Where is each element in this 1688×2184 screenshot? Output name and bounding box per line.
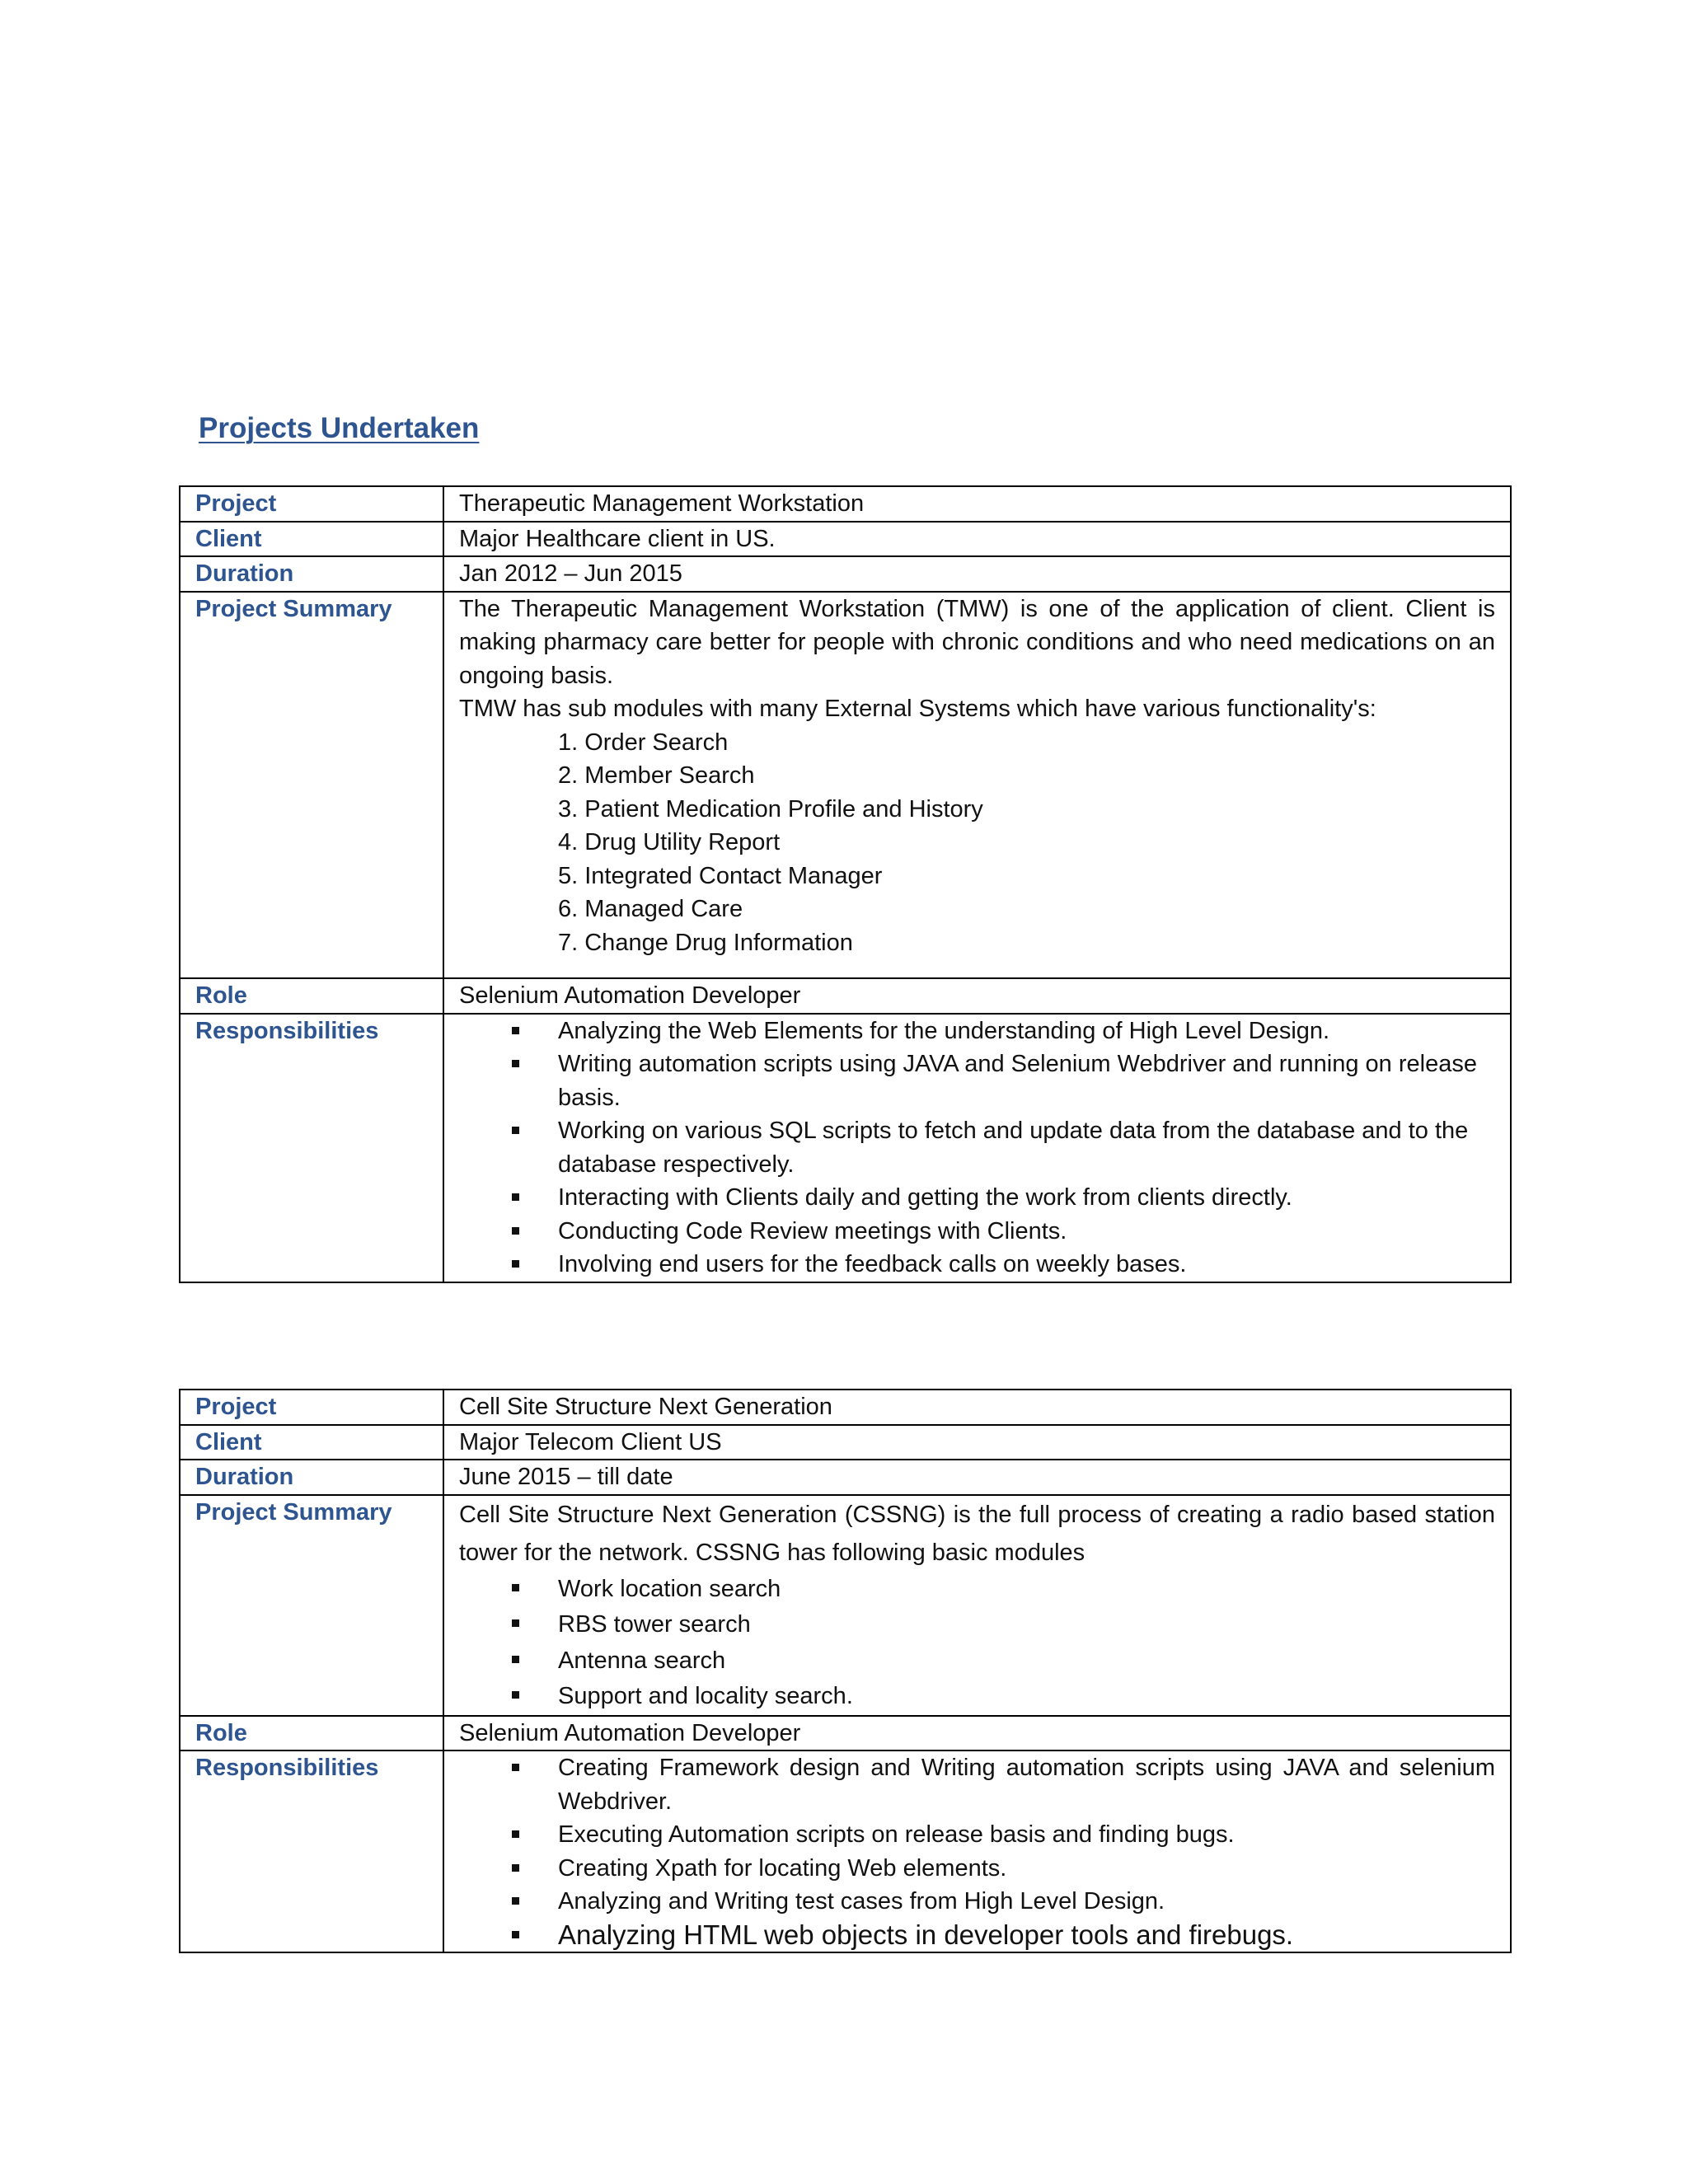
- module-list: [459, 1572, 1495, 1715]
- duration-value: June 2015 – till date: [443, 1460, 1511, 1495]
- summary-paragraph: The Therapeutic Management Workstation (TMW) is one of the application of client. Client is making pharmacy care better for people with chronic conditions and who need medications on an ongoing basis.: [459, 595, 1495, 689]
- module-item: 5. Integrated Contact Manager: [558, 862, 883, 889]
- module-item: RBS tower search: [558, 1607, 1495, 1643]
- project-label: Project: [180, 486, 443, 522]
- project-name: Therapeutic Management Workstation: [443, 486, 1511, 522]
- summary-row: [180, 592, 1511, 979]
- responsibility-item: Executing Automation scripts on release basis and finding bugs.: [558, 1818, 1495, 1852]
- responsibility-item: Analyzing and Writing test cases from High Level Design.: [558, 1885, 1495, 1919]
- responsibilities-label: Responsibilities: [180, 1750, 443, 1952]
- project-name: Cell Site Structure Next Generation: [443, 1390, 1511, 1425]
- module-list: [459, 726, 1495, 960]
- responsibility-item: Interacting with Clients daily and getting the work from clients directly.: [558, 1181, 1495, 1215]
- responsibilities-row: [180, 1750, 1511, 1952]
- summary-label: Project Summary: [180, 592, 443, 979]
- project-row: [180, 486, 1511, 522]
- role-label: Role: [180, 978, 443, 1014]
- responsibility-item: Writing automation scripts using JAVA and Selenium Webdriver and running on release basis.: [558, 1047, 1495, 1114]
- role-row: [180, 978, 1511, 1014]
- responsibility-item: Analyzing the Web Elements for the understanding of High Level Design.: [558, 1015, 1495, 1048]
- summary-value: [443, 592, 1511, 979]
- responsibility-item: Conducting Code Review meetings with Clients.: [558, 1215, 1495, 1249]
- module-item: Antenna search: [558, 1643, 1495, 1680]
- responsibility-list: [459, 1751, 1495, 1952]
- summary-value: [443, 1495, 1511, 1716]
- responsibility-item: Creating Xpath for locating Web elements.: [558, 1852, 1495, 1886]
- module-item: 7. Change Drug Information: [558, 929, 853, 956]
- duration-row: [180, 1460, 1511, 1495]
- responsibilities-label: Responsibilities: [180, 1014, 443, 1282]
- module-item: 2. Member Search: [558, 762, 755, 789]
- summary-paragraph: TMW has sub modules with many External Systems which have various functionality's:: [459, 696, 1376, 722]
- responsibilities-value: [443, 1750, 1511, 1952]
- client-label: Client: [180, 1425, 443, 1460]
- client-row: [180, 1425, 1511, 1460]
- section-heading: Projects Undertaken: [199, 412, 480, 444]
- module-item: 1. Order Search: [558, 729, 729, 756]
- client-row: [180, 522, 1511, 557]
- responsibility-item: Involving end users for the feedback calls on weekly bases.: [558, 1248, 1495, 1282]
- duration-row: [180, 556, 1511, 592]
- responsibility-item: Analyzing HTML web objects in developer tools and firebugs.: [558, 1919, 1495, 1952]
- duration-label: Duration: [180, 556, 443, 592]
- responsibility-item: Creating Framework design and Writing automation scripts using JAVA and selenium Webdriver.: [558, 1751, 1495, 1818]
- responsibility-item: Working on various SQL scripts to fetch and update data from the database and to the database respectively.: [558, 1114, 1495, 1181]
- module-item: 6. Managed Care: [558, 896, 743, 922]
- project-label: Project: [180, 1390, 443, 1425]
- duration-value: Jan 2012 – Jun 2015: [443, 556, 1511, 592]
- module-item: Work location search: [558, 1572, 1495, 1608]
- client-label: Client: [180, 522, 443, 557]
- role-label: Role: [180, 1716, 443, 1751]
- responsibilities-row: [180, 1014, 1511, 1282]
- module-item: 3. Patient Medication Profile and History: [558, 795, 983, 823]
- summary-paragraph: Cell Site Structure Next Generation (CSSNG) is the full process of creating a radio based station tower for the network. CSSNG has following basic modules: [459, 1501, 1495, 1566]
- responsibilities-value: [443, 1014, 1511, 1282]
- client-value: Major Healthcare client in US.: [443, 522, 1511, 557]
- module-item: Support and locality search.: [558, 1679, 1495, 1715]
- module-item: 4. Drug Utility Report: [558, 829, 781, 855]
- role-value: Selenium Automation Developer: [443, 978, 1511, 1014]
- client-value: Major Telecom Client US: [443, 1425, 1511, 1460]
- role-row: [180, 1716, 1511, 1751]
- project-row: [180, 1390, 1511, 1425]
- summary-label: Project Summary: [180, 1495, 443, 1716]
- summary-row: [180, 1495, 1511, 1716]
- duration-label: Duration: [180, 1460, 443, 1495]
- project-table-1: [179, 485, 1512, 1283]
- project-table-2: [179, 1389, 1512, 1953]
- role-value: Selenium Automation Developer: [443, 1716, 1511, 1751]
- responsibility-list: [459, 1015, 1495, 1282]
